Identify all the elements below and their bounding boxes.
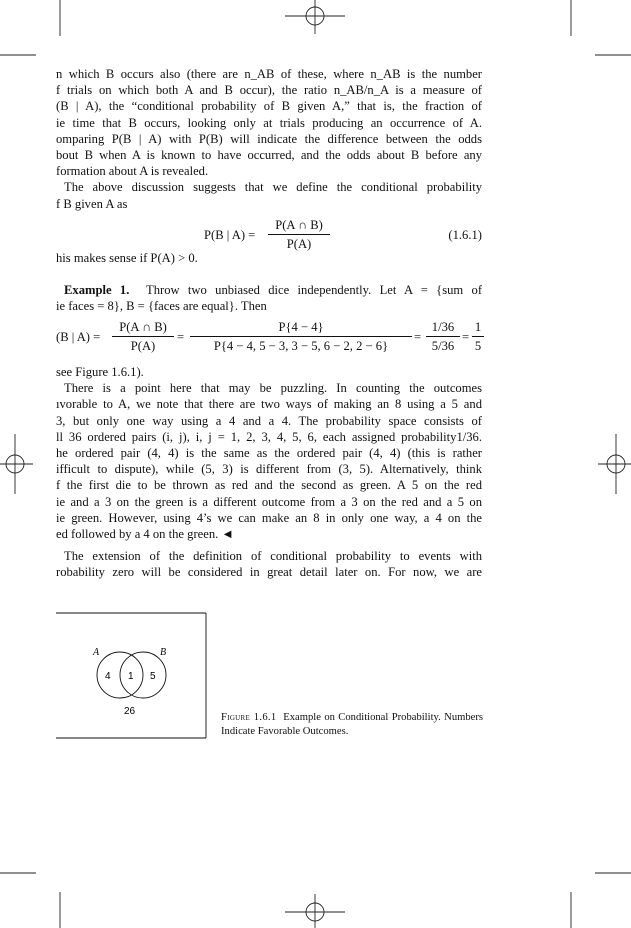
text-line: ie and a 3 on the green is a different outcome from a 3 on the red and a 5 on (56, 494, 482, 509)
paragraph-3 (56, 364, 482, 542)
text-line: f B given A as (56, 196, 128, 211)
equation-denominator: P(A) (286, 237, 312, 251)
example-eq-fraction-3 (426, 320, 460, 354)
equals-sign: = (414, 330, 422, 344)
fraction-denominator: 5/36 (431, 339, 455, 353)
paragraph-1 (56, 66, 482, 179)
fraction-numerator: P(A ∩ B) (112, 320, 174, 337)
text-line: The extension of the definition of conditional probability to events with (64, 549, 482, 563)
figure-number: Figure 1.6.1 (221, 712, 277, 723)
text-line: ll 36 ordered pairs (i, j), i, j = 1, 2, 3, 4, 5, 6, each assigned probability1/36. (56, 429, 482, 444)
count-outside: 26 (124, 706, 136, 717)
text-line: ie time that B occurs, looking only at trials producing an occurrence of A. (56, 115, 482, 130)
text-line: (B | A), the “conditional probability of B given A,” that is, the fraction of (56, 99, 482, 114)
text-line: ifficult to dispute), while (5, 3) is different from (3, 5). Alternatively, think (56, 462, 482, 477)
venn-diagram-figure (56, 612, 208, 740)
fraction-denominator: P(A) (130, 339, 156, 353)
text-line: ıvorable to A, we note that there are two ways of making an 8 using a 5 and (56, 397, 482, 412)
set-b-label: B (160, 647, 167, 658)
fraction-denominator: P{4 − 4, 5 − 3, 3 − 5, 6 − 2, 2 − 6} (213, 339, 389, 353)
example-line (56, 282, 482, 298)
paragraph-2 (56, 179, 482, 211)
figure-caption (221, 711, 483, 739)
text-line: 3, but only one way using a 4 and a 4. The probability space consists of (56, 413, 482, 428)
text-line: n which B occurs also (there are n_AB of these, where n_AB is the number (56, 67, 482, 81)
caption-text: Example on Conditional Probability. Numbers Indicate Favorable Outcomes. (221, 712, 484, 737)
text-line: see Figure 1.6.1). (56, 365, 144, 379)
fraction-numerator: 1 (472, 320, 484, 337)
text-line: formation about A is revealed. (56, 164, 209, 179)
count-both: 1 (128, 671, 134, 682)
equals-sign: = (177, 330, 185, 344)
text-line: omparing P(B | A) with P(B) will indicate the difference between the odds (56, 131, 482, 146)
text-line: his makes sense if P(A) > 0. (56, 251, 198, 265)
example-eq-lhs: (B | A) = (56, 330, 101, 344)
fraction-numerator: P{4 − 4} (190, 320, 412, 337)
example-eq-fraction-4 (472, 320, 484, 354)
equation-numerator: P(A ∩ B) (268, 218, 330, 235)
fraction-denominator: 5 (474, 339, 482, 353)
text-line: ie green. However, using 4’s we can make an 8 in only one way, a 4 on the (56, 510, 482, 525)
fraction-numerator: 1/36 (426, 320, 460, 337)
text-line: ed followed by a 4 on the green. ◄ (56, 526, 234, 541)
text-line: robability zero will be considered in great detail later on. For now, we are (56, 565, 482, 580)
text-line: bout B when A is known to have occurred, and the odds about B before any (56, 147, 482, 162)
example-equation (56, 320, 482, 360)
text-line: The above discussion suggests that we define the conditional probability (64, 180, 482, 195)
example-eq-fraction-2 (190, 320, 412, 354)
equation-lhs: P(B | A) = (204, 228, 256, 242)
text-line: There is a point here that may be puzzling. In counting the outcomes (64, 381, 482, 396)
text-line: f trials on which both A and B occur), the ratio n_AB/n_A is a measure of (56, 83, 482, 98)
example-text: Throw two unbiased dice independently. Let A = {sum of (146, 283, 482, 297)
text-line: f the first die to be thrown as red and the second as green. A 5 on the red (56, 478, 482, 493)
text-line: he ordered pair (4, 4) is the same as the ordered pair (4, 4) (this is rather (56, 445, 482, 460)
equation-fraction (268, 218, 330, 252)
example-heading: Example 1. (64, 283, 130, 297)
equals-sign: = (462, 330, 470, 344)
main-text (56, 66, 482, 212)
example-eq-fraction-1 (112, 320, 174, 354)
equation-number: (1.6.1) (448, 228, 482, 242)
paragraph-4 (56, 548, 482, 580)
count-b-only: 5 (150, 671, 156, 682)
example-line: ie faces = 8}, B = {faces are equal}. Then (56, 299, 267, 314)
example-1 (56, 282, 482, 314)
count-a-only: 4 (105, 671, 111, 682)
set-a-label: A (93, 647, 100, 658)
